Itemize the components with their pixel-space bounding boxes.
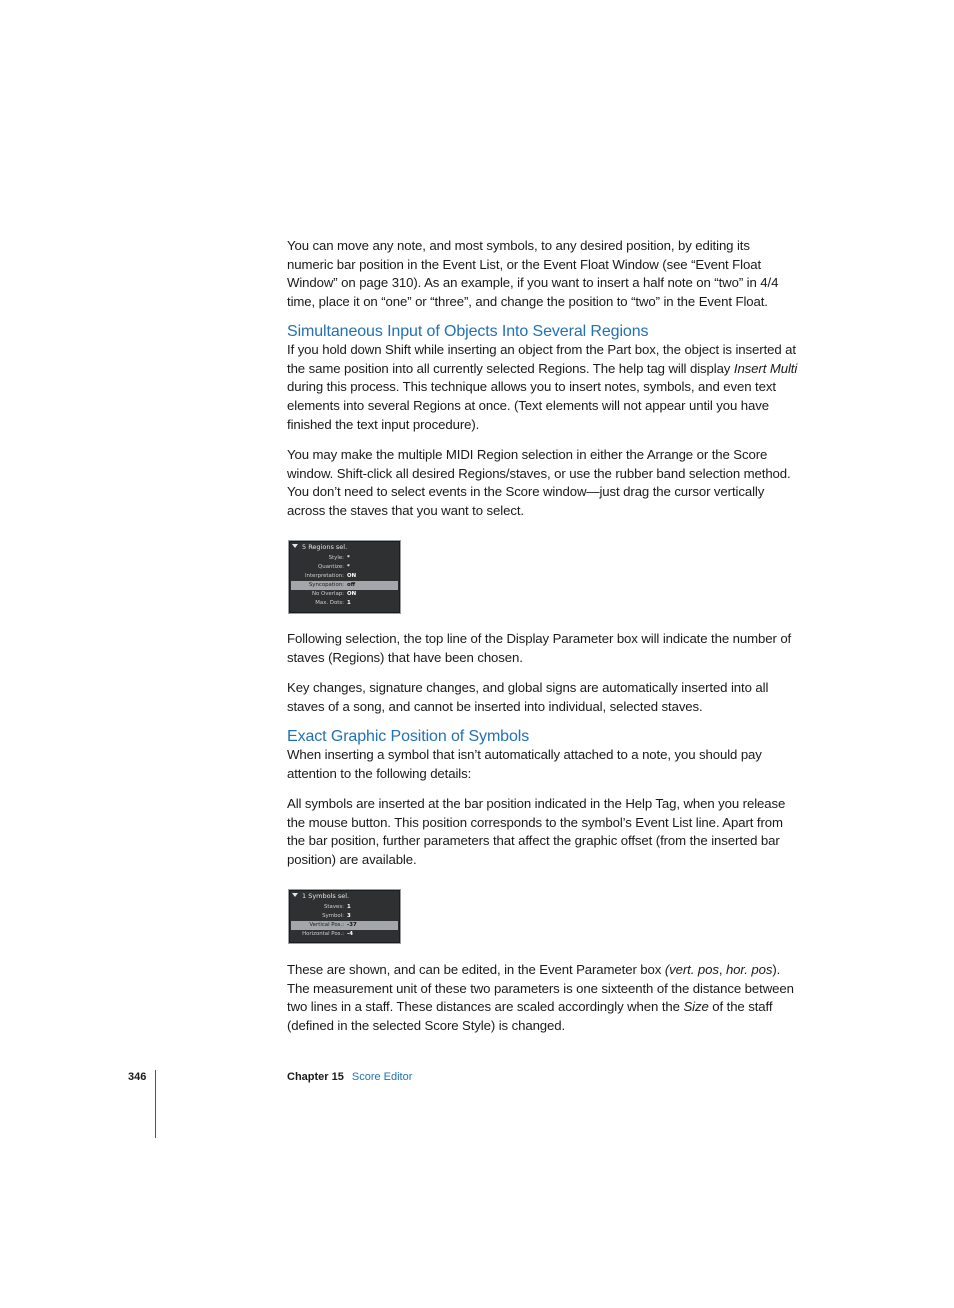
parameter-row: Horizontal Pos.: -4 — [302, 931, 353, 937]
parameter-row: Interpretation: ON — [304, 573, 357, 579]
chapter-label: Chapter 15 — [287, 1071, 344, 1083]
disclosure-triangle-icon — [292, 544, 298, 548]
parameter-box-header: 5 Regions sel. — [292, 543, 347, 551]
page-number: 346 — [128, 1071, 147, 1083]
body-paragraph: These are shown, and can be edited, in the Event Parameter box (vert. pos, hor. pos). The measurement unit of these two parameters is one sixteenth of the distance between two lines in a staff. These distances are scaled accordingly when the Size of the staff (defined in the selected Score Style) is changed. — [287, 962, 794, 1034]
body-paragraph: You can move any note, and most symbols, to any desired position, by editing its numeric bar position in the Event List, or the Event Float Window (see “Event Float Window” on page 310). As an example, if you want to insert a half note on “two” in 4/4 time, place it on “one” or “three”, and change the position to “two” in the Event Float. — [287, 238, 779, 310]
parameter-row: Style: * — [328, 555, 350, 561]
body-paragraph: All symbols are inserted at the bar position indicated in the Help Tag, when you release the mouse button. This position corresponds to the symbol’s Event List line. Apart from the bar position, further parameters that affect the graphic offset (from the inserted bar position) are available. — [287, 796, 786, 868]
parameter-row: Symbol: 3 — [322, 913, 351, 919]
parameter-row: Quantize: * — [318, 564, 350, 570]
parameter-row-selected: Vertical Pos.: -37 — [291, 921, 398, 930]
body-paragraph: When inserting a symbol that isn’t automatically attached to a note, you should pay attention to the following details: — [287, 747, 762, 781]
parameter-row: Max. Dots: 1 — [315, 600, 351, 606]
chapter-footer — [287, 1070, 412, 1084]
body-paragraph: You may make the multiple MIDI Region selection in either the Arrange or the Score window. Shift-click all desired Regions/staves, or use the rubber band selection method. You don’t need to select events in the Score window—just drag the cursor vertically across the staves that you want to select. — [287, 447, 791, 519]
event-parameter-box — [288, 889, 401, 944]
footer-divider — [155, 1070, 156, 1138]
body-paragraph: Key changes, signature changes, and global signs are automatically inserted into all staves of a song, and cannot be inserted into individual, selected staves. — [287, 680, 769, 714]
disclosure-triangle-icon — [292, 893, 298, 897]
section-heading: Simultaneous Input of Objects Into Several Regions — [287, 323, 649, 340]
parameter-row-selected: Syncopation: off — [291, 581, 398, 590]
body-paragraph: If you hold down Shift while inserting an object from the Part box, the object is inserted at the same position into all currently selected Regions. The help tag will display Insert Multi during this process. This technique allows you to insert notes, symbols, and even text elements into several Regions at once. (Text elements will not appear until you have finished the text input procedure). — [287, 342, 798, 432]
body-paragraph: Following selection, the top line of the Display Parameter box will indicate the number of staves (Regions) that have been chosen. — [287, 631, 792, 665]
display-parameter-box — [288, 540, 401, 614]
parameter-box-header: 1 Symbols sel. — [292, 892, 349, 900]
parameter-row: Staves: 1 — [324, 904, 351, 910]
parameter-row: No Overlap: ON — [311, 591, 357, 597]
chapter-title: Score Editor — [351, 1071, 413, 1083]
section-heading: Exact Graphic Position of Symbols — [287, 728, 530, 745]
